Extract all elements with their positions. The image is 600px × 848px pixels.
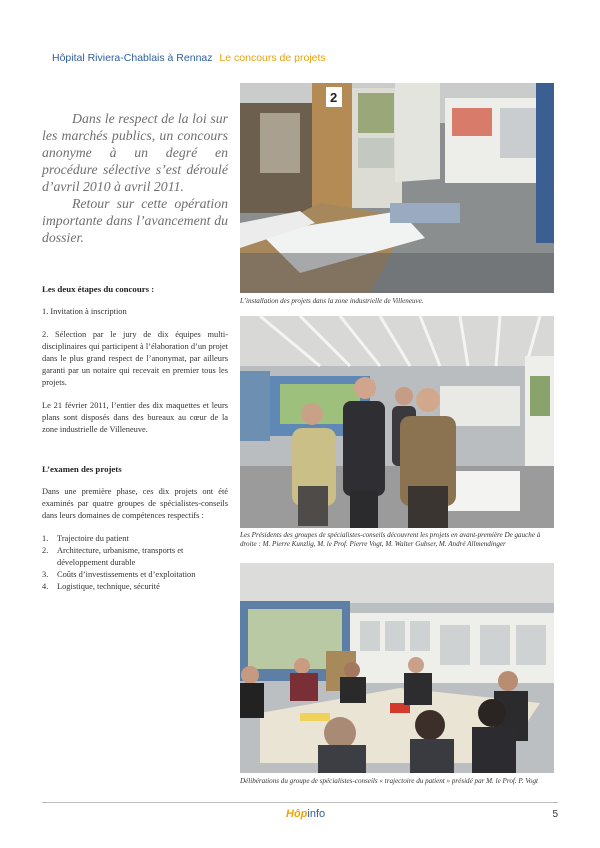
section-exam-title: L’examen des projets xyxy=(42,464,122,474)
section-steps-title: Les deux étapes du concours : xyxy=(42,284,155,294)
caption-installation: L’installation des projets dans la zone industrielle de Villeneuve. xyxy=(240,297,424,305)
page-number: 5 xyxy=(552,809,558,820)
header-topic: Le concours de projets xyxy=(219,52,326,64)
lead-text-1: Dans le respect de la loi sur les marchés publics, un concours anonyme à un degré en procédure sélective s’est déroulé d’avril 2010 à avril 2011. xyxy=(42,111,228,194)
photo-deliberation-image xyxy=(240,563,554,773)
domain-list xyxy=(42,533,228,593)
caption-deliberation: Délibérations du groupe de spécialistes-conseils « trajectoire du patient » présidé par M. le Prof. P. Vogt xyxy=(240,777,538,785)
header-hospital: Hôpital Riviera-Chablais à Rennaz xyxy=(52,52,213,64)
lead-paragraph xyxy=(42,110,228,246)
exam-paragraph: Dans une première phase, ces dix projets ont été examinés par quatre groupes de spécialistes-conseils dans leurs domaines de compétences respectifs : xyxy=(42,487,228,520)
list-item: 2. Architecture, urbanisme, transports et développement durable xyxy=(42,546,184,567)
hopinfo-logo: Hôpinfo xyxy=(286,808,326,820)
page-header xyxy=(52,52,326,64)
list-item: 3. Coûts d’investissements et d’exploitation xyxy=(42,570,196,579)
photo-installation-image xyxy=(240,83,554,293)
step-2: 2. Sélection par le jury de dix équipes multi-disciplinaires qui participent à l’élaboration d’un projet dans le plus grand respect de l’anonymat, par ailleurs garanti par un notaire qui recevait en premier tous les projets. xyxy=(42,330,228,387)
footer-divider xyxy=(42,802,558,803)
lead-text-2: Retour sur cette opération importante dans l’avancement du dossier. xyxy=(42,196,228,245)
section-steps xyxy=(42,283,228,447)
photo-installation xyxy=(240,83,554,293)
section-exam xyxy=(42,463,228,593)
photo-deliberation xyxy=(240,563,554,773)
step-1: 1. Invitation à inscription xyxy=(42,307,127,316)
caption-presidents: Les Présidents des groupes de spécialistes-conseils découvrent les projets en avant-première De gauche à droite : M. Pierre Kunzlig, M. le Prof. Pierre Vogt, M. Walter Gubser, M. André Allmendinger xyxy=(240,531,541,548)
photo-presidents xyxy=(240,316,554,528)
steps-date-paragraph: Le 21 février 2011, l’entier des dix maquettes et leurs plans sont disposés dans des bureaux au cœur de la zone industrielle de Villeneuve. xyxy=(42,401,228,434)
photo-badge: 2 xyxy=(330,90,338,105)
list-item: 4. Logistique, technique, sécurité xyxy=(42,582,160,591)
photo-presidents-image xyxy=(240,316,554,528)
list-item: 1. Trajectoire du patient xyxy=(42,534,129,543)
